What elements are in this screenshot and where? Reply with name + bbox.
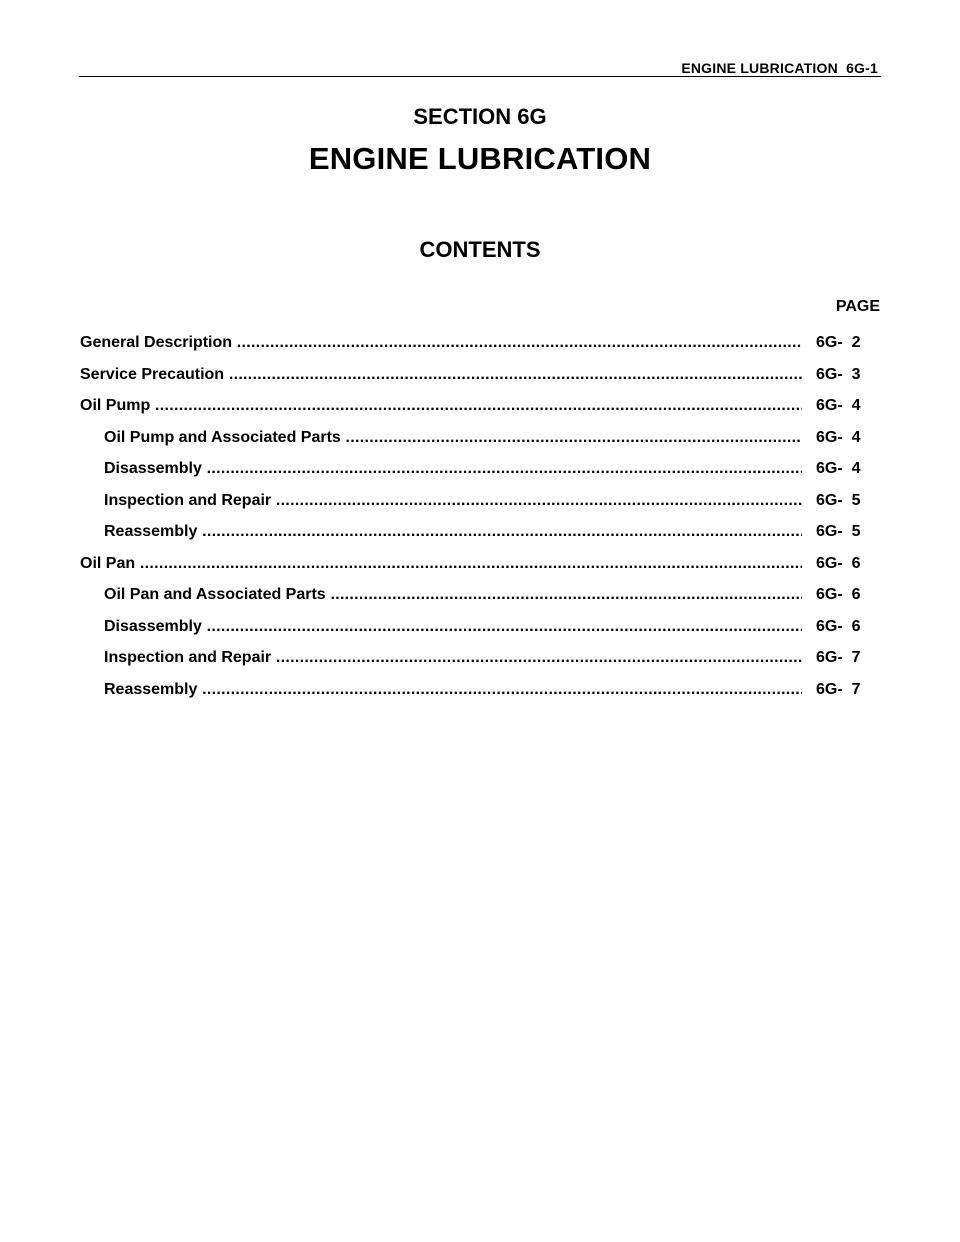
toc-entry-oil-pump-disassembly[interactable] (80, 457, 880, 489)
toc-entry-page: 6G- 3 (816, 365, 861, 383)
toc-entry-title: Oil Pump ..... (80, 396, 802, 416)
toc-entry-page: 6G- 6 (816, 617, 861, 635)
toc-entry-title: Reassembly ..... (104, 522, 802, 542)
toc-entry-oil-pan-inspection-repair[interactable] (80, 646, 880, 678)
page-title: ENGINE LUBRICATION (308, 141, 652, 176)
toc-entry-title: Inspection and Repair ..... (104, 491, 802, 511)
toc-entry-title: Disassembly ..... (104, 459, 802, 479)
toc-entry-page: 6G- 7 (816, 649, 861, 666)
toc-entry-page: 6G- 5 (816, 523, 861, 540)
toc-entry-page: 6G- 4 (816, 397, 861, 414)
page-column-label: PAGE (835, 298, 880, 315)
toc-entry-title: Inspection and Repair ..... (104, 648, 802, 668)
toc-entry-page: 6G- 4 (816, 460, 861, 477)
contents-heading: CONTENTS (419, 237, 541, 262)
section-label: SECTION 6G (413, 104, 547, 129)
header-rule (79, 76, 881, 77)
toc-entry-title: Disassembly ..... (104, 617, 802, 637)
toc-entry-title: Service Precaution ..... (80, 365, 802, 385)
running-header: ENGINE LUBRICATION 6G-1 (681, 60, 878, 76)
toc-entry-general-description[interactable] (80, 331, 880, 363)
toc-entry-oil-pump-associated-parts[interactable] (80, 426, 880, 458)
toc-entry-oil-pan-reassembly[interactable] (80, 678, 880, 710)
toc-entry-page: 6G- 4 (816, 428, 861, 446)
toc-entry-page: 6G- 5 (816, 491, 861, 509)
toc-entry-title: Oil Pan and Associated Parts ..... (104, 585, 802, 605)
table-of-contents (80, 331, 880, 709)
toc-entry-page: 6G- 6 (816, 554, 861, 572)
toc-entry-oil-pan-disassembly[interactable] (80, 615, 880, 647)
toc-entry-oil-pan-associated-parts[interactable] (80, 583, 880, 615)
toc-entry-oil-pump-inspection-repair[interactable] (80, 489, 880, 521)
toc-entry-page: 6G- 6 (816, 586, 861, 603)
toc-entry-oil-pump[interactable] (80, 394, 880, 426)
toc-entry-title: Oil Pan ..... (80, 554, 802, 574)
toc-entry-title: General Description ..... (80, 333, 802, 353)
toc-entry-title: Reassembly ..... (104, 680, 802, 700)
toc-entry-page: 6G- 2 (816, 334, 861, 351)
toc-entry-service-precaution[interactable] (80, 363, 880, 395)
toc-entry-page: 6G- 7 (816, 680, 861, 698)
toc-entry-oil-pan[interactable] (80, 552, 880, 584)
toc-entry-title: Oil Pump and Associated Parts ..... (104, 428, 802, 448)
toc-entry-oil-pump-reassembly[interactable] (80, 520, 880, 552)
